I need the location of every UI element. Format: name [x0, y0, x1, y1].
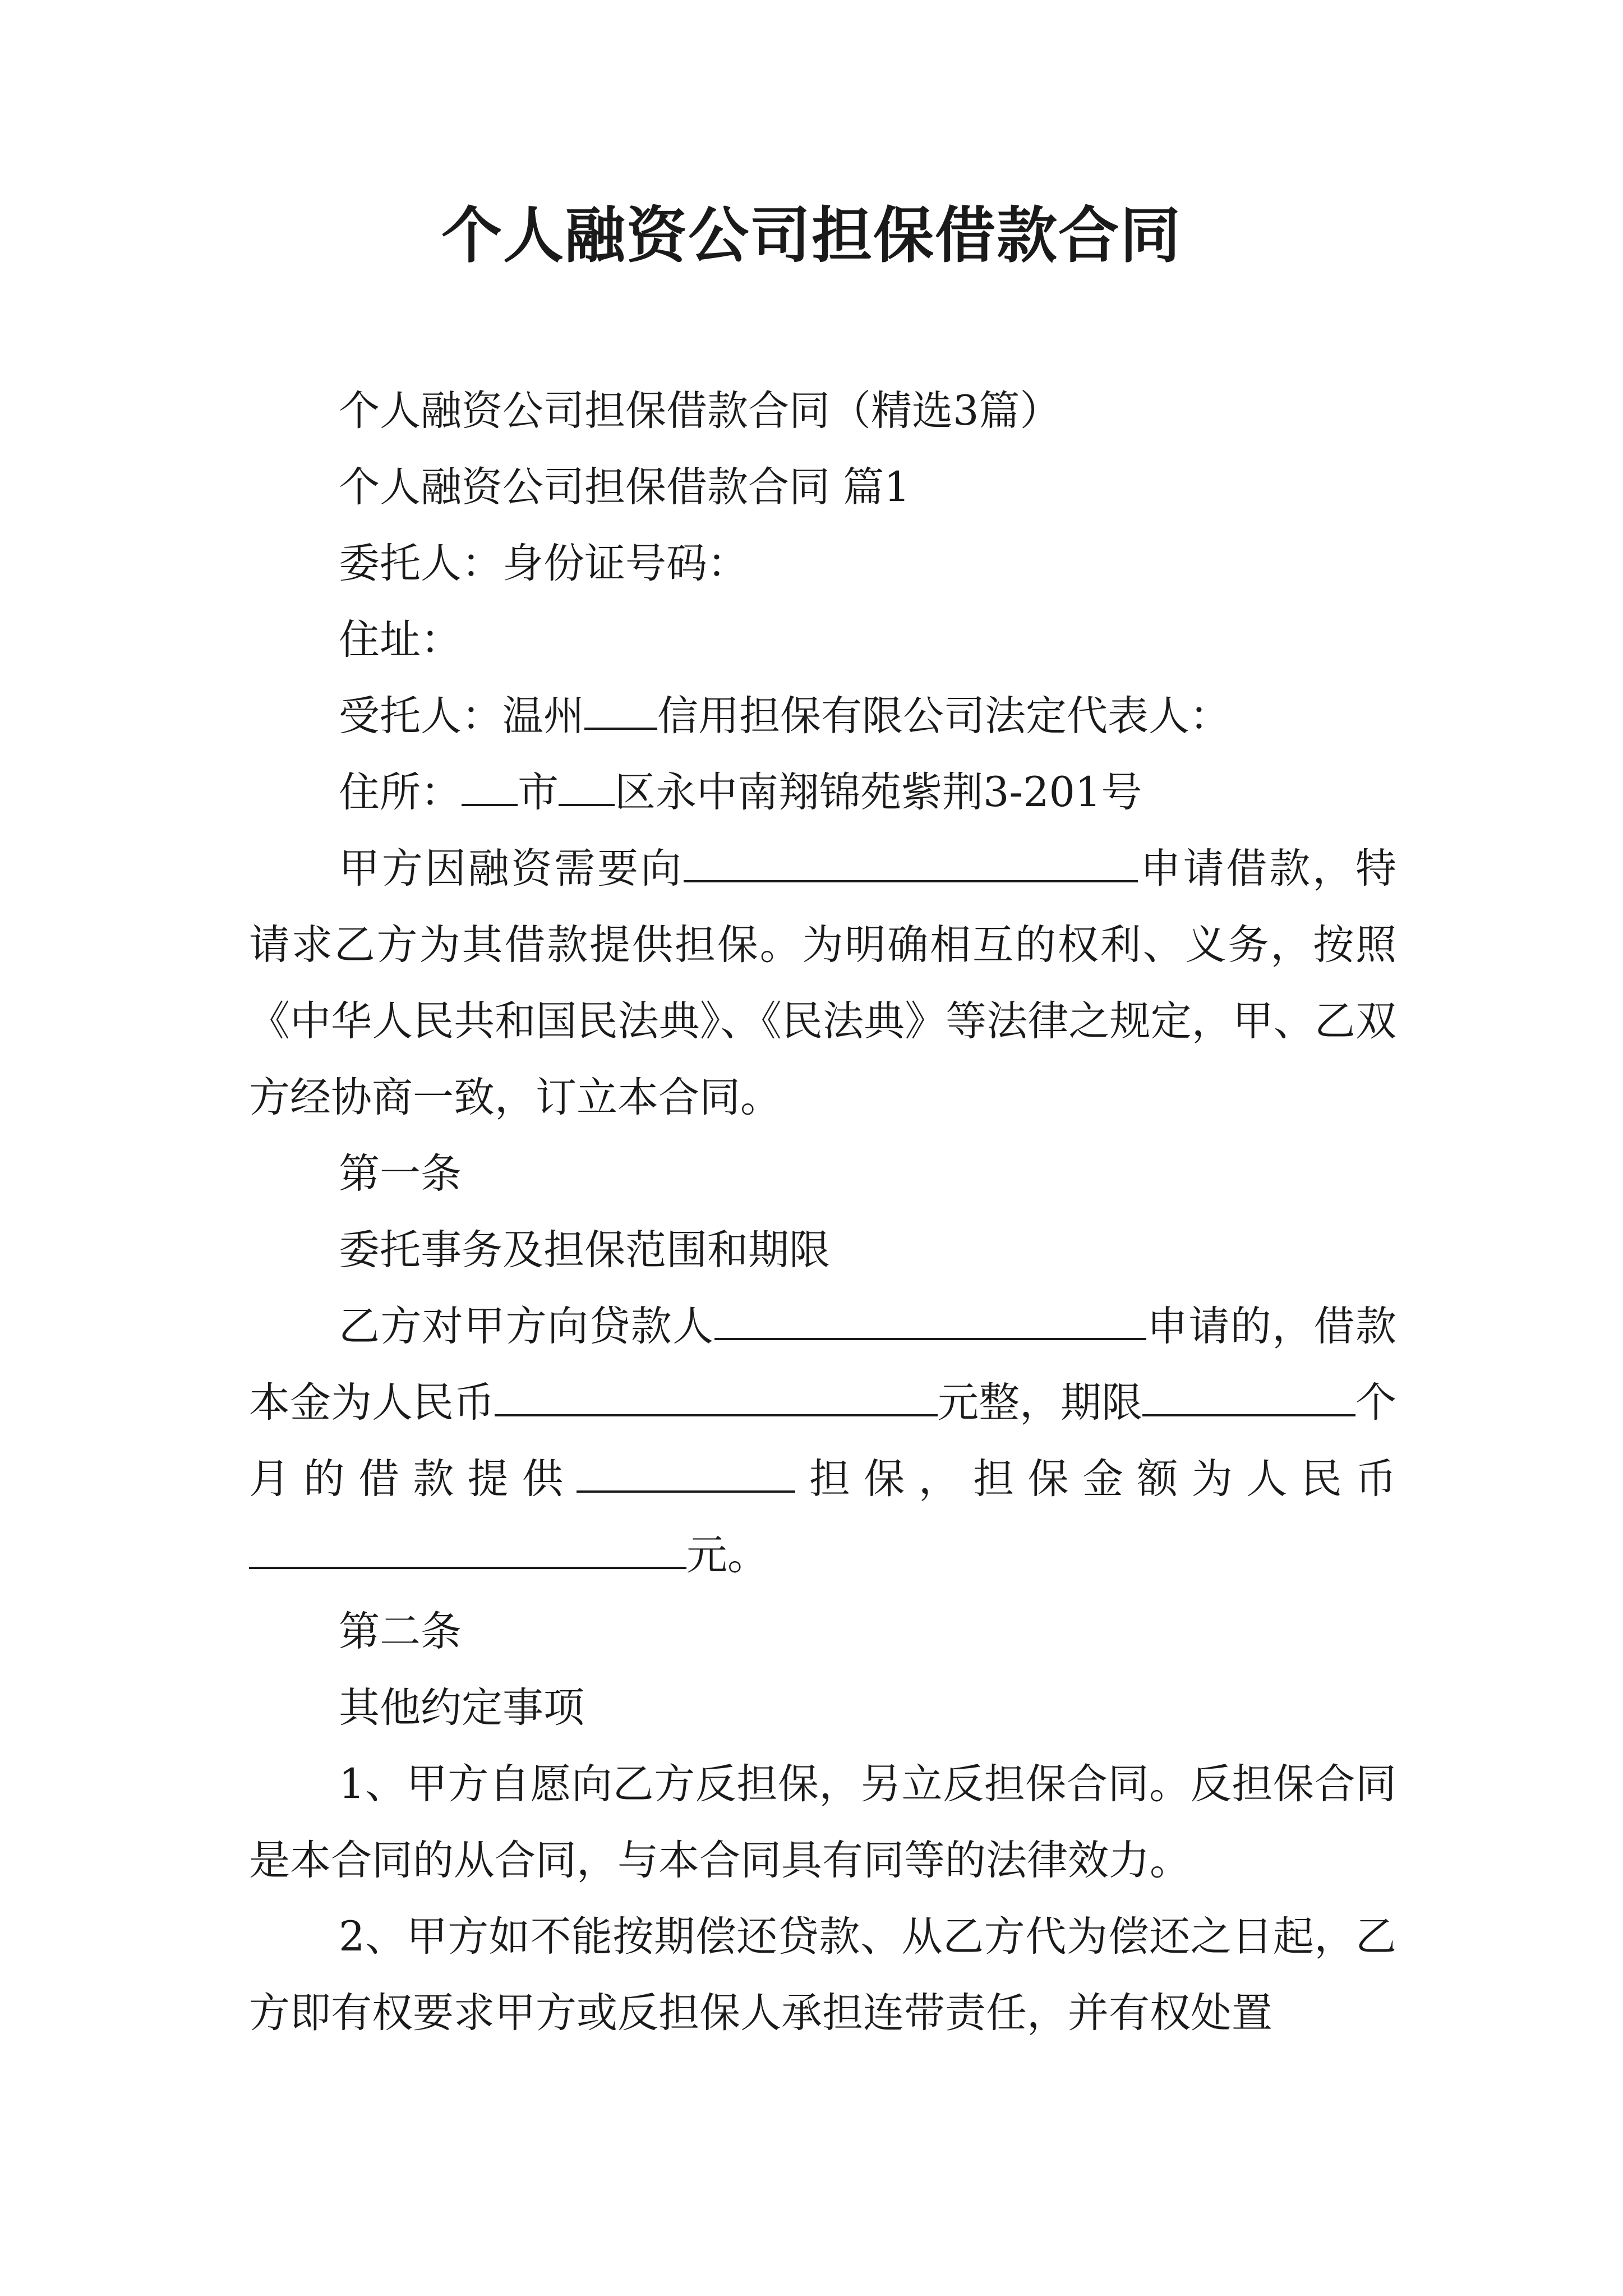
a1-part-2: 申请的，借款本金为人民币: [249, 1303, 1397, 1427]
principal-address-line: 住址：: [339, 616, 462, 664]
article2-title: 其他约定事项: [339, 1684, 584, 1732]
agent-blank: [584, 687, 657, 730]
agent-suffix: 信用担保有限公司法定代表人：: [657, 692, 1230, 740]
lender-blank: [684, 840, 1138, 882]
item-2: 2、甲方如不能按期偿还贷款、从乙方代为偿还之日起，乙方即有权要求甲方或反担保人承担连带责任，并有权处置: [249, 1913, 1396, 2037]
a1-part-6: 元。: [686, 1531, 768, 1579]
article1-paragraph: [249, 1289, 1396, 1594]
agent-prefix: 受托人：温州: [339, 692, 584, 740]
item-1: 1、甲方自愿向乙方反担保，另立反担保合同。反担保合同是本合同的从合同，与本合同具有同等的法律效力。: [249, 1760, 1396, 1884]
a1-months-blank: [1142, 1374, 1355, 1416]
intro-part-1: 甲方因融资需要向: [339, 845, 684, 892]
article1-number: 第一条: [339, 1150, 462, 1198]
residence-prefix: 住所：: [339, 769, 462, 816]
a1-part-4: 个月的借款提供: [249, 1379, 1396, 1503]
article1-title: 委托事务及担保范围和期限: [339, 1226, 830, 1274]
a1-amount-blank: [495, 1374, 938, 1416]
a1-lender-blank: [714, 1297, 1146, 1340]
document-title: 个人融资公司担保借款合同: [441, 200, 1182, 271]
part-heading: 个人融资公司担保借款合同 篇1: [339, 463, 910, 511]
agent-line: [249, 678, 1396, 754]
a1-part-1: 乙方对甲方向贷款人: [339, 1303, 714, 1350]
principal-line: 委托人：身份证号码：: [339, 540, 748, 587]
a1-guarantee-type-blank: [577, 1450, 795, 1493]
document-body: [249, 373, 1396, 2051]
residence-line: [249, 754, 1396, 831]
intro-paragraph: [249, 831, 1396, 1136]
residence-mid: 市: [518, 769, 559, 816]
residence-suffix: 区永中南翔锦苑紫荆3-201号: [615, 769, 1142, 816]
intro-part-2: 申请借款，特请求乙方为其借款提供担保。为明确相互的权利、义务，按照《中华人民共和国民法典》、《民法典》等法律之规定，甲、乙双方经协商一致，订立本合同。: [249, 845, 1397, 1121]
article2-number: 第二条: [339, 1608, 462, 1655]
city-blank: [462, 763, 518, 806]
a1-part-5: 担保，担保金额为人民币: [795, 1455, 1397, 1503]
a1-guarantee-amount-blank: [249, 1526, 686, 1569]
subtitle: 个人融资公司担保借款合同（精选3篇）: [339, 387, 1061, 435]
a1-part-3: 元整，期限: [938, 1379, 1142, 1427]
district-blank: [559, 763, 615, 806]
